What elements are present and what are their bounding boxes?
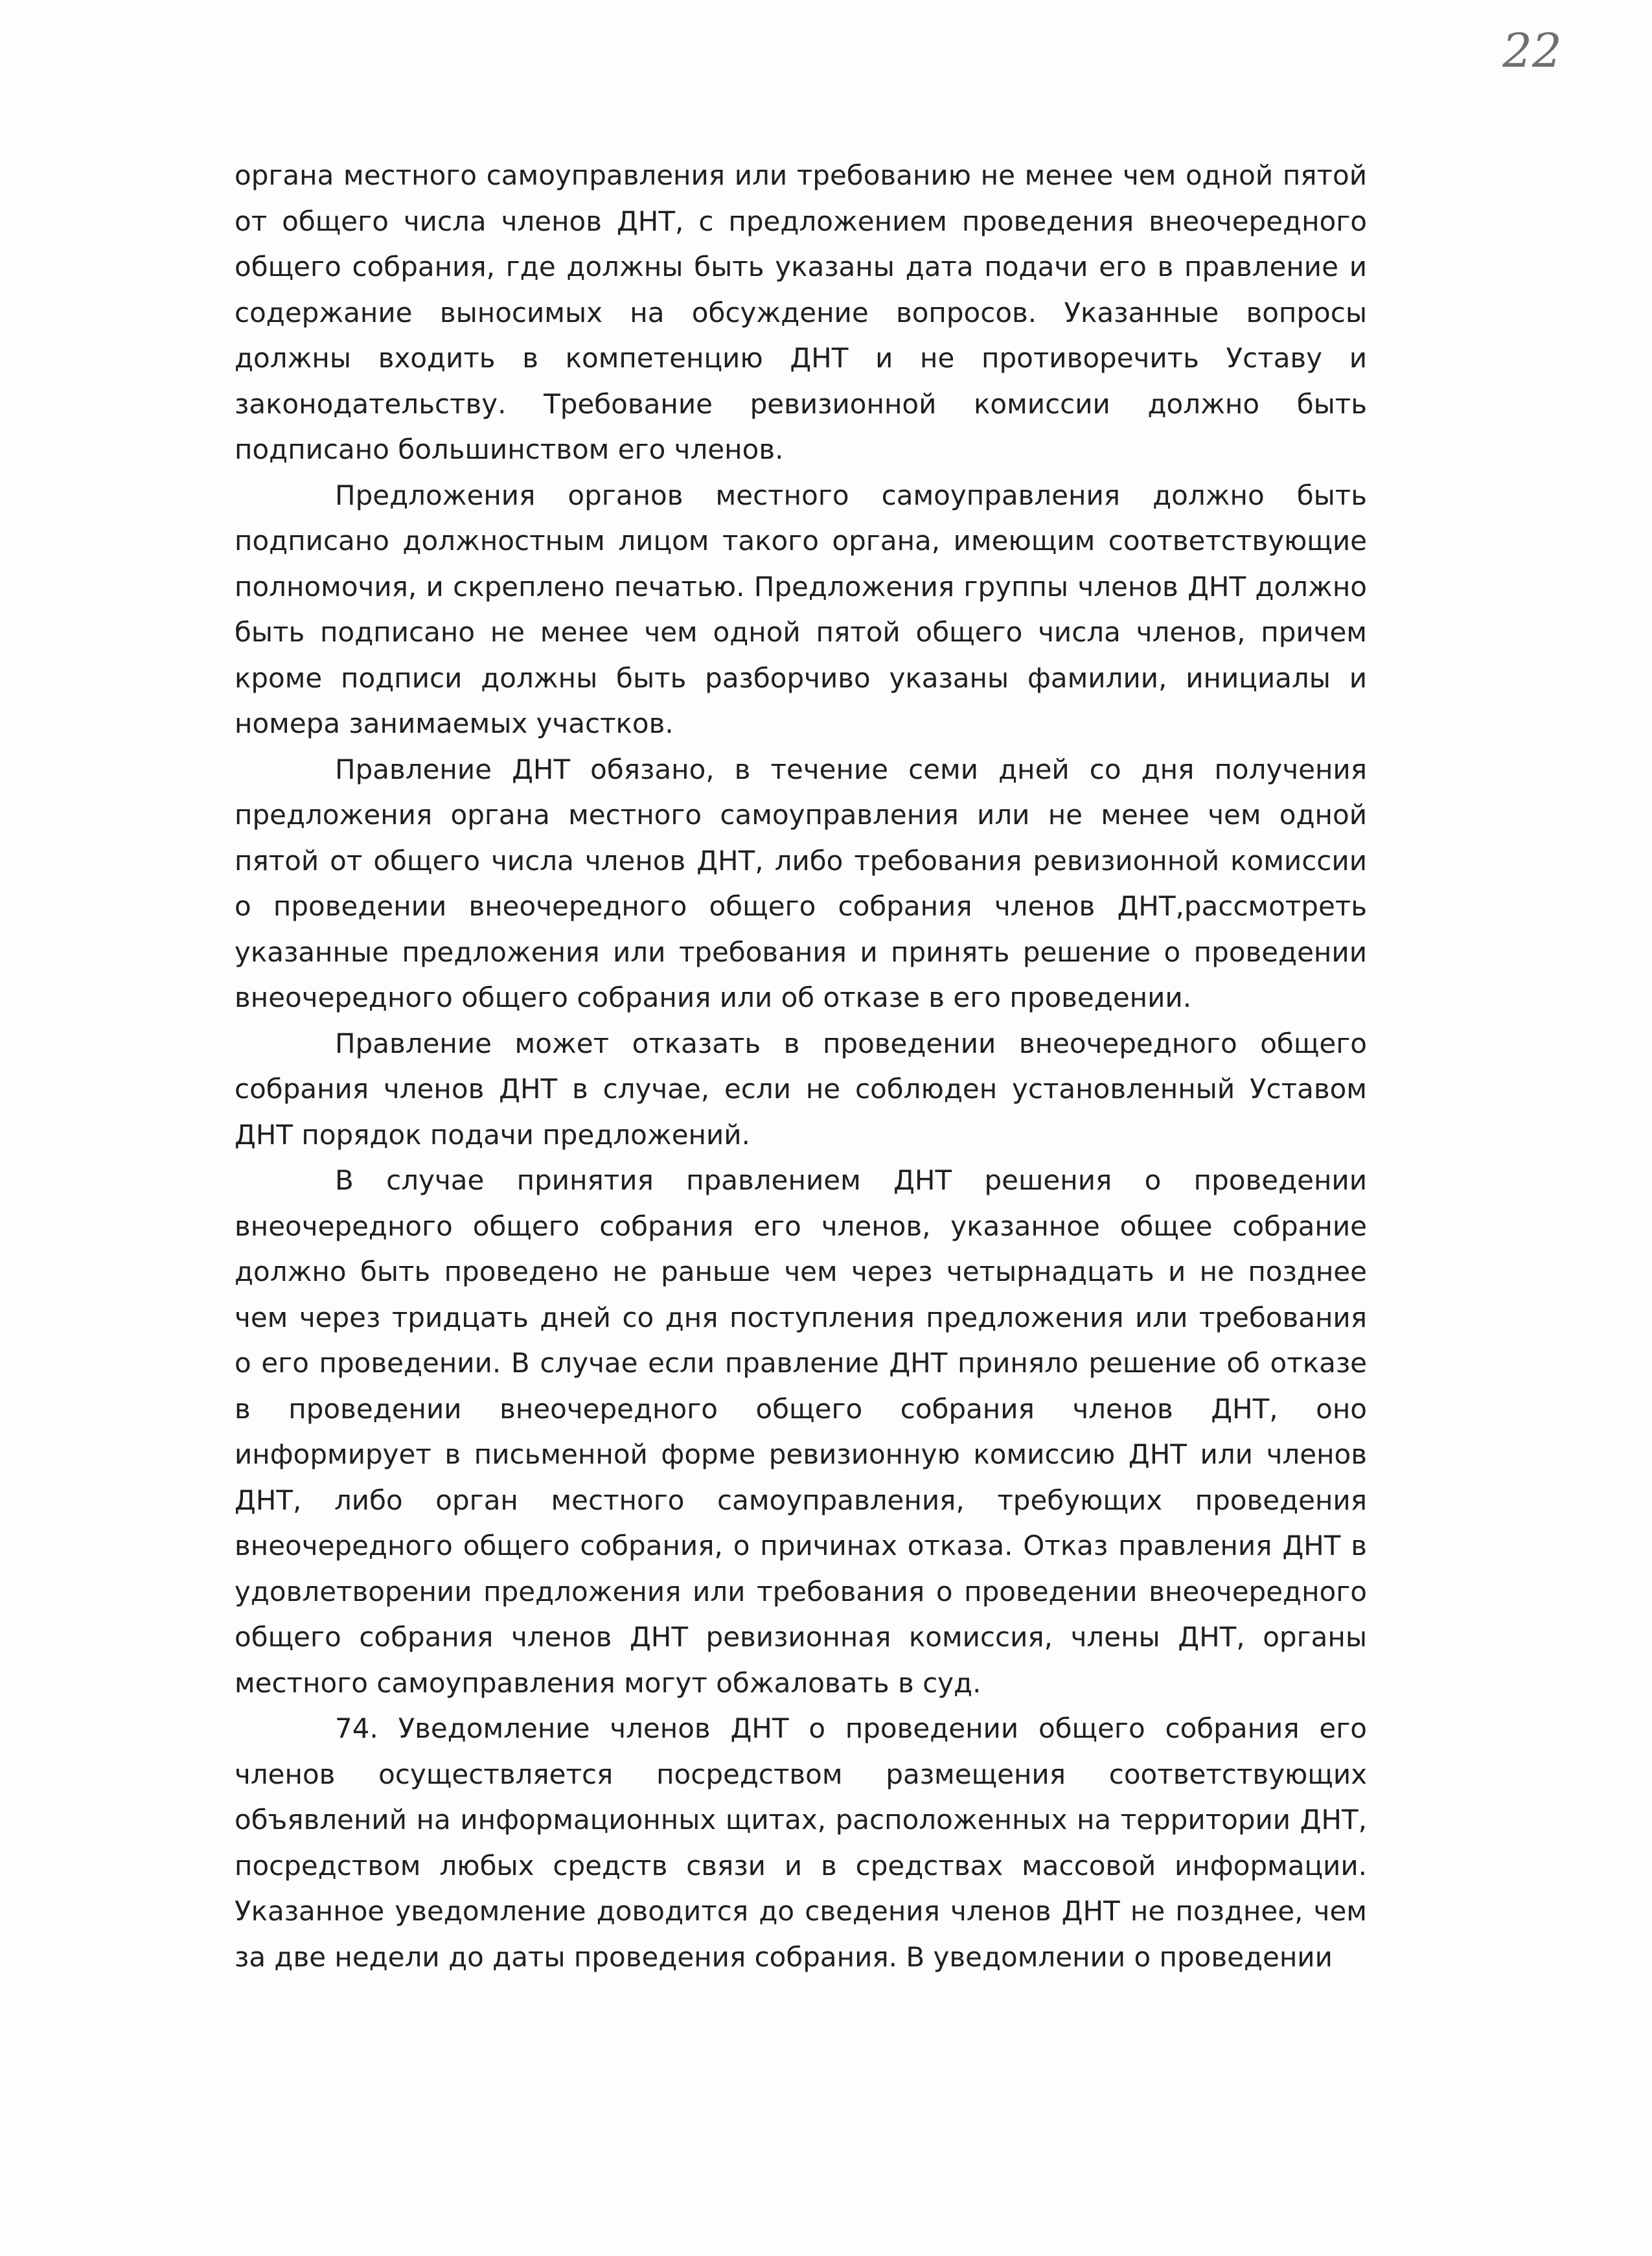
paragraph-board-refusal: Правление может отказать в проведении внеочередного общего собрания членов ДНТ в случае, если не соблюден установленный Уставом ДНТ порядок подачи предложений. <box>235 1027 1367 1151</box>
paragraph-74-notification: 74. Уведомление членов ДНТ о проведении общего собрания его членов осуществляется посредством размещения соответствующих объявлений на информационных щитах, расположенных на территории ДНТ, посредством любых средств связи и в средствах массовой информации. Указанное уведомление доводится до сведения членов ДНТ не позднее, чем за две недели до даты проведения собрания. В уведомлении о проведении <box>235 1712 1367 1973</box>
handwritten-page-number: 22 <box>1502 23 1562 78</box>
paragraph-extraordinary-meeting: В случае принятия правлением ДНТ решения о проведении внеочередного общего собрания его членов, указанное общее собрание должно быть проведено не раньше чем через четырнадцать и не позднее чем через тридцать дней со дня поступления предложения или требования о его проведении. В случае если правление ДНТ приняло решение об отказе в проведении внеочередного общего собрания членов ДНТ, оно информирует в письменной форме ревизионную комиссию ДНТ или членов ДНТ, либо орган местного самоуправления, требующих проведения внеочередного общего собрания, о причинах отказа. Отказ правления ДНТ в удовлетворении предложения или требования о проведении внеочередного общего собрания членов ДНТ ревизионная комиссия, члены ДНТ, органы местного самоуправления могут обжаловать в суд. <box>235 1164 1367 1699</box>
paragraph-board-review: Правление ДНТ обязано, в течение семи дней со дня получения предложения органа местного самоуправления или не менее чем одной пятой от общего числа членов ДНТ, либо требования ревизионной комиссии о проведении внеочередного общего собрания членов ДНТ,рассмотреть указанные предложения или требования и принять решение о проведении внеочередного общего собрания или об отказе в его проведении. <box>235 753 1367 1013</box>
paragraph-continuation: органа местного самоуправления или требованию не менее чем одной пятой от общего числа членов ДНТ, с предложением проведения внеочередного общего собрания, где должны быть указаны дата подачи его в правление и содержание выносимых на обсуждение вопросов. Указанные вопросы должны входить в компетенцию ДНТ и не противоречить Уставу и законодательству. Требование ревизионной комиссии должно быть подписано большинством его членов. <box>235 159 1367 465</box>
paragraph-proposals-signing: Предложения органов местного самоуправления должно быть подписано должностным лицом такого органа, имеющим соответствующие полномочия, и скреплено печатью. Предложения группы членов ДНТ должно быть подписано не менее чем одной пятой общего числа членов, причем кроме подписи должны быть разборчиво указаны фамилии, инициалы и номера занимаемых участков. <box>235 479 1367 739</box>
document-body <box>235 153 1367 1980</box>
